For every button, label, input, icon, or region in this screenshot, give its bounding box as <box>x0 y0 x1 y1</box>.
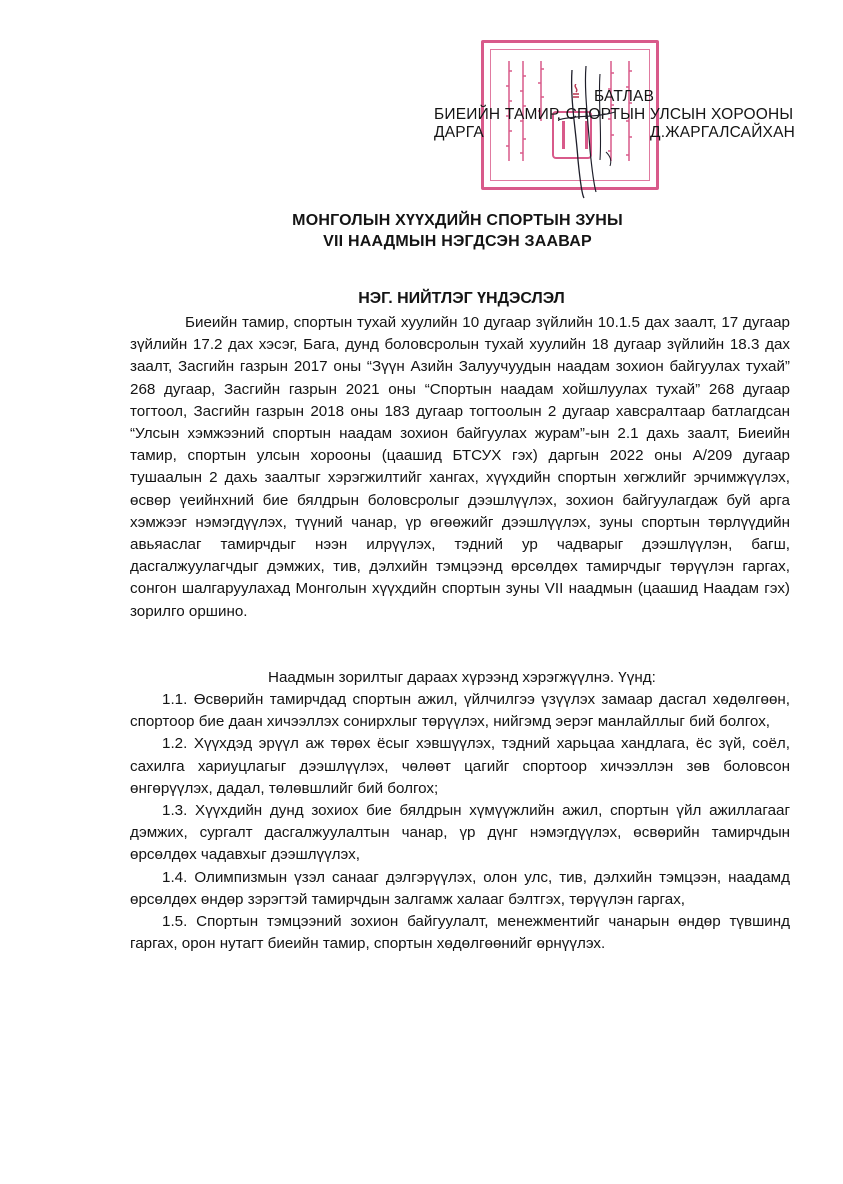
goals-intro: Наадмын зорилтыг дараах хүрээнд хэрэгжүүлнэ. Үүнд: <box>268 669 656 686</box>
list-item: 1.1. Өсвөрийн тамирчдад спортын ажил, үйлчилгээ үзүүлэх замаар дасгал хөдөлгөөн, спортоор бие даан хичээллэх сонирхлыг төрүүлэх, нийгэмд эерэг манлайллыг бий болгох, <box>130 691 790 731</box>
approver-name: Д.ЖАРГАЛСАЙХАН <box>650 124 796 141</box>
list-item: 1.4. Олимпизмын үзэл санааг дэлгэрүүлэх, олон улс, тив, дэлхийн тэмцээн, наадамд өрсөлдөх өндөр зэрэгтэй тамирчдын залгамж халааг бэлтгэх, төрүүлэн гаргах, <box>130 868 790 908</box>
approver-organization: БИЕИЙН ТАМИР, СПОРТЫН УЛСЫН ХОРООНЫ <box>434 106 794 123</box>
list-item: 1.3. Хүүхдийн дунд зохиох бие бялдрын хүмүүжлийн ажил, спортын үйл ажиллагааг дэмжих, сургалт дасгалжуулалтын чанар, үр дүнг нэмэгдүүлэх, өсвөрийн тамирчдын өрсөлдөх чадавхыг дээшлүүлэх, <box>130 802 790 864</box>
approval-label: БАТЛАВ <box>594 88 655 105</box>
list-item: 1.2. Хүүхдэд эрүүл аж төрөх ёсыг хэвшүүлэх, тэдний харьцаа хандлага, ёс зүй, соёл, сахилга хариуцлагыг дээшлүүлэх, чөлөөт цагийг спортоор хичээллэн зөв боловсон өнгөрүүлэх, дадал, төлөвшлийг бий болгох; <box>130 735 790 797</box>
list-item: 1.5. Спортын тэмцээний зохион байгуулалт, менежментийг чанарын өндөр түвшинд гаргах, орон нутагт биеийн тамир, спортын хөдөлгөөнийг өрнүүлэх. <box>130 913 790 953</box>
handwritten-signature <box>540 60 650 200</box>
approver-title: ДАРГА <box>434 124 484 141</box>
main-paragraph: Биеийн тамир, спортын тухай хуулийн 10 дугаар зүйлийн 10.1.5 дах заалт, 17 дугаар зүйлийн 17.2 дах хэсэг, Бага, дунд боловсролын тухай хуулийн 18 дугаар зүйлийн 18.3 дах заалт, Засгийн газрын 2017 оны “Зүүн Азийн Залуучуудын наадам зохион байгуулах тухай” 268 дугаар, Засгийн газрын 2021 оны “Спортын наадам хойшлуулах тухай” 268 дугаар тогтоол, Засгийн газрын 2018 оны 183 дугаар тогтоолын 2 дугаар хавсралтаар батлагдсан “Улсын хэмжээний спортын наадам зохион байгуулах журам”-ын 2.1 дахь заалт, Биеийн тамир, спортын улсын хорооны (цаашид БТСУХ гэх) даргын 2022 оны А/209 дугаар тушаалын 2 дахь заалтыг хэрэгжилтийг хангах, хүүхдийн спортын хөгжлийг эрчимжүүлэх, өсвөр үеийнхний бие бялдрын боловсролыг дээшлүүлэх, зохион байгуулагдаж буй арга хэмжээг нэмэгдүүлэх, түүний чанар, үр өгөөжийг дээшлүүлэх, зуны спортын төрлүүдийн авьяаслаг тамирчдыг нээн илрүүлэх, тэдний ур чадварыг дээшлүүлэн, багш, дасгалжуулагчдыг дэмжих, тив, дэлхийн тэмцээнд өрсөлдөх тамирчдыг төрүүлэн гаргах, сонгон шалгаруулахад Монголын хүүхдийн спортын зуны VII наадмын (цаашид Наадам гэх) зорилго оршино. <box>130 314 790 620</box>
section-heading: НЭГ. НИЙТЛЭГ ҮНДЭСЛЭЛ <box>358 290 565 307</box>
document-title-line-2: VII НААДМЫН НЭГДСЭН ЗААВАР <box>323 233 592 250</box>
document-title-line-1: МОНГОЛЫН ХҮҮХДИЙН СПОРТЫН ЗУНЫ <box>292 212 623 229</box>
goals-list <box>130 689 790 955</box>
